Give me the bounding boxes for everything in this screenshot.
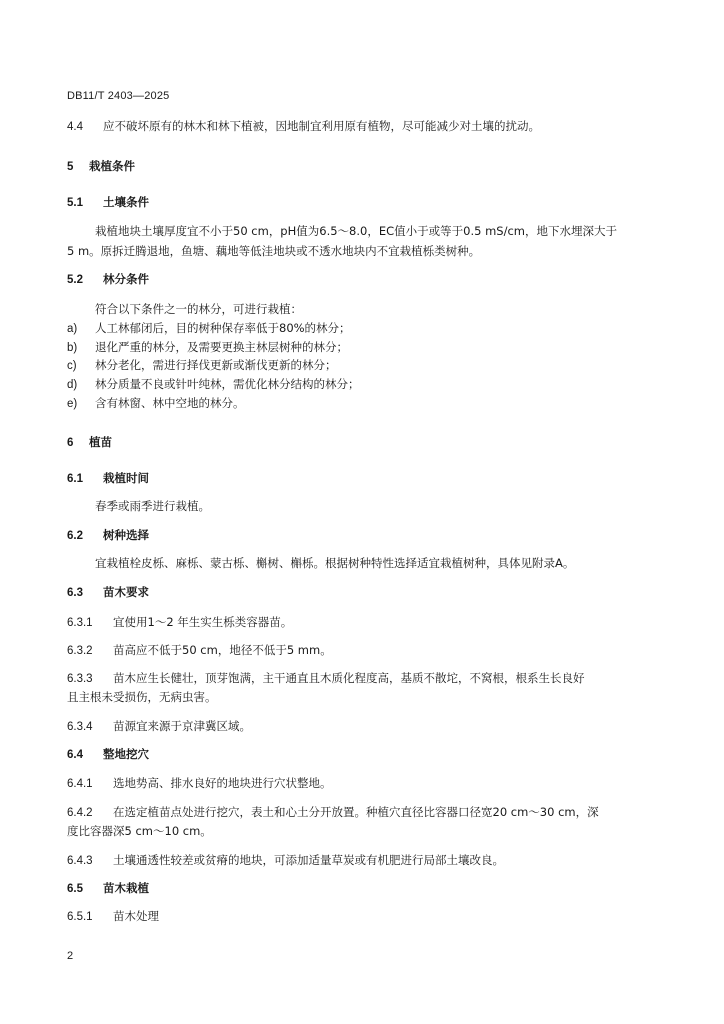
section-title: 土壤条件	[103, 195, 149, 209]
section-title: 树种选择	[103, 528, 149, 542]
clause-6-5-1	[67, 907, 159, 926]
section-number: 6.2	[67, 530, 83, 542]
section-5-1-heading	[67, 193, 149, 212]
clause-text: 在选定植苗点处进行挖穴，表土和心土分开放置。种植穴直径比容器口径宽20 cm～30 cm，深	[113, 805, 599, 819]
section-title: 苗木栽植	[103, 881, 149, 895]
clause-6-4-1	[67, 774, 332, 793]
chapter-5-heading	[67, 157, 135, 176]
clause-text: 应不破坏原有的林木和林下植被，因地制宜利用原有植物，尽可能减少对土壤的扰动。	[103, 119, 540, 133]
list-item-text: 林分老化，需进行择伐更新或渐伐更新的林分；	[95, 358, 337, 372]
list-item-label: d)	[67, 379, 78, 391]
page-number: 2	[67, 950, 74, 962]
section-title: 苗木要求	[103, 585, 149, 599]
paragraph-6-2: 宜栽植栓皮栎、麻栎、蒙古栎、槲树、槲栎。根据树种特性选择适宜栽植树种，具体见附录A。	[95, 556, 575, 570]
clause-text: 宜使用1～2 年生实生栎类容器苗。	[113, 615, 293, 629]
clause-number: 6.3.4	[67, 721, 93, 733]
section-title: 林分条件	[103, 272, 149, 286]
section-number: 5.1	[67, 197, 83, 209]
clause-number: 6.5.1	[67, 911, 93, 923]
clause-text: 苗源宜来源于京津冀区域。	[113, 719, 251, 733]
list-item-text: 林分质量不良或针叶纯林，需优化林分结构的林分；	[95, 377, 360, 391]
chapter-number: 6	[67, 437, 74, 449]
list-item	[67, 394, 245, 413]
paragraph-5-2-intro: 符合以下条件之一的林分，可进行栽植：	[95, 302, 302, 316]
paragraph-5-1-line2: 5 m。原拆迁腾退地，鱼塘、藕地等低洼地块或不透水地块内不宜栽植栎类树种。	[67, 244, 481, 258]
list-item-text: 含有林窗、林中空地的林分。	[95, 396, 245, 410]
clause-number: 6.3.3	[67, 673, 93, 685]
section-title: 栽植时间	[103, 471, 149, 485]
clause-number: 6.4.3	[67, 855, 93, 867]
section-5-2-heading	[67, 270, 149, 289]
clause-text: 选地势高、排水良好的地块进行穴状整地。	[113, 776, 332, 790]
clause-number: 6.3.2	[67, 645, 93, 657]
standard-code-header: DB11/T 2403—2025	[67, 90, 170, 102]
clause-text: 苗高应不低于50 cm，地径不低于5 mm。	[113, 643, 332, 657]
clause-6-4-2	[67, 803, 599, 822]
clause-6-3-2	[67, 641, 332, 660]
clause-6-3-3	[67, 669, 585, 688]
section-6-3-heading	[67, 583, 149, 602]
paragraph-6-1: 春季或雨季进行栽植。	[95, 499, 210, 513]
section-6-4-heading	[67, 745, 149, 764]
clause-6-4-2-continued: 度比容器深5 cm～10 cm。	[67, 824, 212, 838]
chapter-title: 栽植条件	[89, 159, 135, 173]
chapter-title: 植苗	[89, 435, 112, 449]
clause-6-4-3	[67, 851, 504, 870]
clause-number: 6.4.1	[67, 778, 93, 790]
clause-number: 6.3.1	[67, 617, 93, 629]
section-6-1-heading	[67, 469, 149, 488]
clause-text: 苗木应生长健壮，顶芽饱满，主干通直且木质化程度高，基质不散坨，不窝根，根系生长良好	[113, 671, 585, 685]
list-item-text: 退化严重的林分，及需要更换主林层树种的林分；	[95, 340, 348, 354]
section-number: 5.2	[67, 274, 83, 286]
section-number: 6.1	[67, 473, 83, 485]
list-item	[67, 375, 360, 394]
chapter-6-heading	[67, 433, 112, 452]
paragraph-5-1-line1: 栽植地块土壤厚度宜不小于50 cm，pH值为6.5～8.0，EC值小于或等于0.5 mS/cm，地下水埋深大于	[95, 224, 617, 238]
chapter-number: 5	[67, 161, 74, 173]
list-item	[67, 356, 337, 375]
clause-6-3-1	[67, 613, 292, 632]
list-item-label: a)	[67, 323, 78, 335]
list-item-label: c)	[67, 360, 77, 372]
clause-text: 苗木处理	[113, 909, 159, 923]
list-item-label: b)	[67, 342, 78, 354]
clause-4-4	[67, 117, 540, 136]
section-number: 6.3	[67, 587, 83, 599]
clause-number: 4.4	[67, 121, 83, 133]
section-6-5-heading	[67, 879, 149, 898]
list-item-label: e)	[67, 398, 78, 410]
section-title: 整地挖穴	[103, 747, 149, 761]
list-item	[67, 319, 351, 338]
section-number: 6.4	[67, 749, 83, 761]
section-6-2-heading	[67, 526, 149, 545]
clause-text: 土壤通透性较差或贫瘠的地块，可添加适量草炭或有机肥进行局部土壤改良。	[113, 853, 504, 867]
list-item	[67, 338, 348, 357]
clause-6-3-4	[67, 717, 251, 736]
clause-number: 6.4.2	[67, 807, 93, 819]
clause-6-3-3-continued: 且主根未受损伤，无病虫害。	[67, 690, 217, 704]
list-item-text: 人工林郁闭后，目的树种保存率低于80%的林分；	[95, 321, 351, 335]
section-number: 6.5	[67, 883, 83, 895]
